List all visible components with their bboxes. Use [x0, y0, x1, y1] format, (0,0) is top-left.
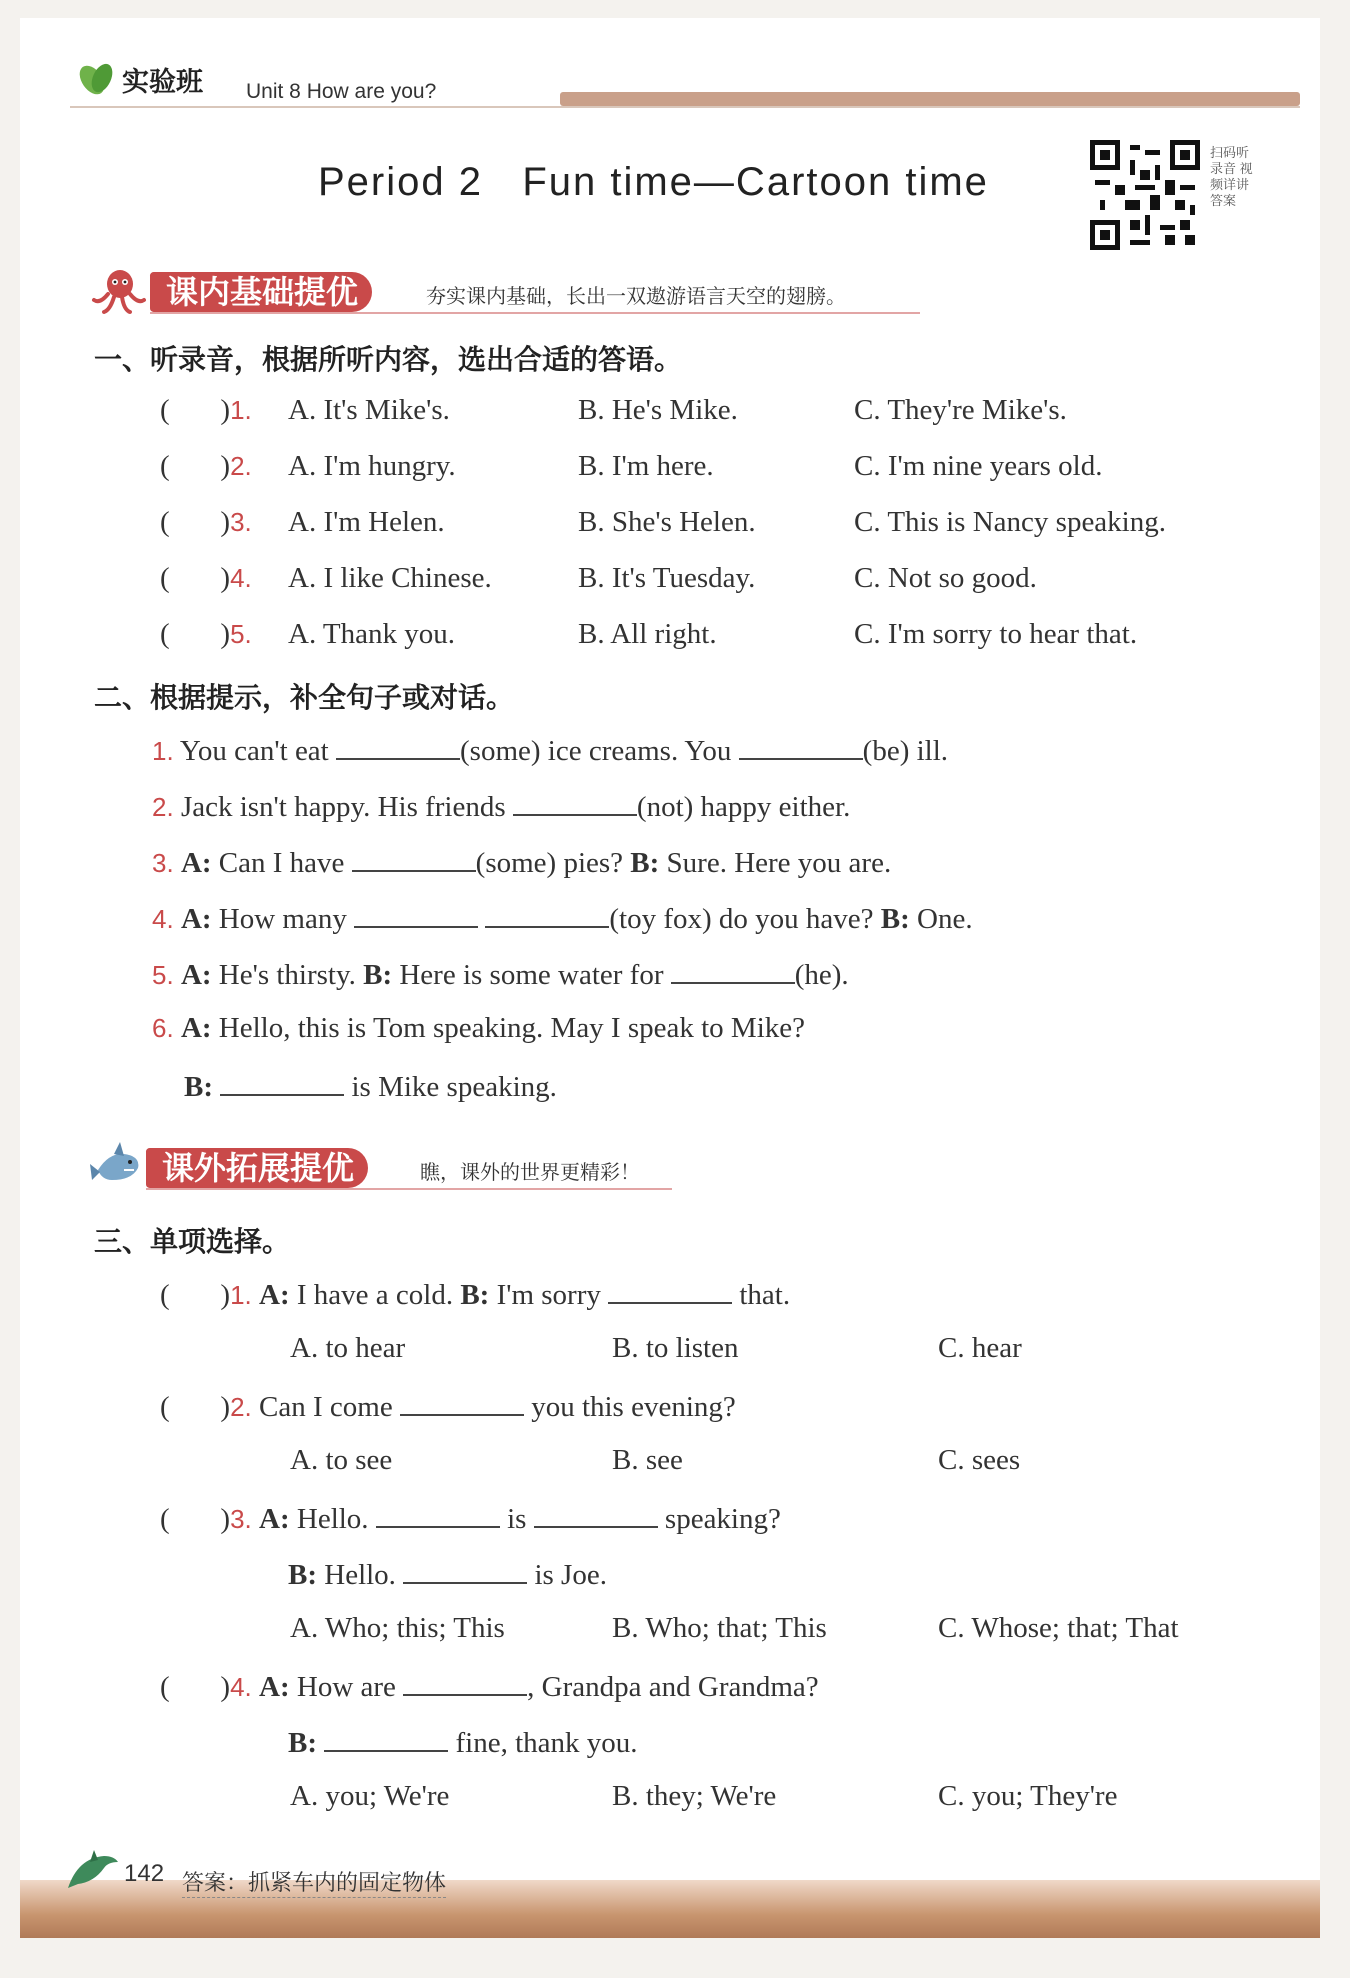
- question-2: [160, 1388, 736, 1424]
- sentence-text: is Mike speaking.: [351, 1071, 557, 1103]
- sentence-text: speaking?: [664, 1503, 781, 1535]
- speaker-a: A:: [259, 1671, 290, 1703]
- speaker-b: B:: [880, 903, 910, 935]
- option-a: A. I'm hungry.: [288, 450, 456, 482]
- answer-bracket[interactable]: ( ): [160, 394, 231, 426]
- sentence-text: Hello.: [296, 1503, 369, 1535]
- item-number: 5.: [152, 960, 174, 990]
- sentence-text: is: [507, 1503, 527, 1535]
- blank-input[interactable]: [400, 1388, 524, 1416]
- list-item: [160, 618, 252, 651]
- option-b: B. to listen: [612, 1332, 739, 1364]
- sentence-text: (some) pies?: [475, 847, 624, 879]
- blank-input[interactable]: [403, 1668, 527, 1696]
- option-b: B. He's Mike.: [578, 394, 738, 426]
- answer-bracket[interactable]: ( ): [160, 506, 231, 538]
- option-c: C. I'm nine years old.: [854, 450, 1103, 482]
- list-item: [160, 506, 252, 539]
- answer-bracket[interactable]: ( ): [160, 1279, 231, 1311]
- sentence-text: Hello, this is Tom speaking. May I speak to Mike?: [218, 1012, 806, 1044]
- blank-input[interactable]: [352, 844, 476, 872]
- unit-label: Unit 8 How are you?: [246, 80, 437, 103]
- sentence-text: Hello.: [324, 1559, 396, 1591]
- banner-underline: [146, 1188, 672, 1190]
- sentence-4: [152, 900, 973, 936]
- speaker-a: A:: [259, 1503, 290, 1535]
- option-b: B. All right.: [578, 618, 717, 650]
- item-number: 4.: [230, 563, 252, 593]
- option-b: B. She's Helen.: [578, 506, 756, 538]
- speaker-a: A:: [259, 1279, 290, 1311]
- option-a: A. Thank you.: [288, 618, 456, 650]
- sentence-text: One.: [917, 903, 973, 935]
- footer-answer: 答案：抓紧车内的固定物体: [182, 1866, 446, 1898]
- sentence-text: I'm sorry: [496, 1279, 601, 1311]
- page-number: 142: [124, 1860, 165, 1887]
- speaker-a: A:: [180, 1012, 212, 1044]
- option-c: C. They're Mike's.: [854, 394, 1067, 426]
- sentence-text: fine, thank you.: [455, 1727, 638, 1759]
- section-subtitle-outer: 瞧，课外的世界更精彩！: [420, 1162, 640, 1184]
- option-c: C. Whose; that; That: [938, 1612, 1179, 1644]
- shark-icon: [88, 1140, 144, 1196]
- option-b: B. Who; that; This: [612, 1612, 827, 1644]
- section-banner-outer: 课外拓展提优: [146, 1148, 368, 1188]
- sentence-text: He's thirsty.: [218, 959, 356, 991]
- blank-input[interactable]: [739, 732, 863, 760]
- sentence-text: You can't eat: [179, 735, 329, 767]
- speaker-a: A:: [180, 959, 212, 991]
- speaker-a: A:: [180, 903, 212, 935]
- option-a: A. you; We're: [290, 1780, 450, 1812]
- option-c: C. you; They're: [938, 1780, 1118, 1812]
- list-item: [160, 394, 252, 427]
- sentence-6: [152, 1012, 805, 1045]
- header-bar: [560, 92, 1300, 106]
- leaf-logo-icon: [76, 58, 116, 98]
- sentence-1: [152, 732, 948, 768]
- sentence-text: How are: [296, 1671, 396, 1703]
- sentence-text: Here is some water for: [399, 959, 664, 991]
- option-c: C. hear: [938, 1332, 1022, 1364]
- answer-bracket[interactable]: ( ): [160, 562, 231, 594]
- speaker-b: B:: [460, 1279, 490, 1311]
- answer-bracket[interactable]: ( ): [160, 450, 231, 482]
- part2-title: 二、根据提示，补全句子或对话。: [94, 682, 515, 713]
- question-3-reply: [288, 1556, 607, 1592]
- sentence-text: (not) happy either.: [636, 791, 851, 823]
- sentence-text: you this evening?: [531, 1391, 736, 1423]
- sentence-text: (be) ill.: [862, 735, 949, 767]
- blank-input[interactable]: [608, 1276, 732, 1304]
- octopus-icon: [90, 266, 146, 316]
- banner-underline: [150, 312, 920, 314]
- blank-input[interactable]: [534, 1500, 658, 1528]
- sentence-5: [152, 956, 849, 992]
- brand-label: 实验班: [122, 67, 203, 97]
- question-4-reply: [288, 1724, 638, 1760]
- section-banner-inner: 课内基础提优: [150, 272, 372, 312]
- sentence-text: Sure. Here you are.: [666, 847, 892, 879]
- speaker-b: B:: [184, 1071, 213, 1103]
- option-c: C. I'm sorry to hear that.: [854, 618, 1138, 650]
- option-a: A. to hear: [290, 1332, 406, 1364]
- option-b: B. see: [612, 1444, 683, 1476]
- blank-input[interactable]: [403, 1556, 527, 1584]
- option-a: A. to see: [290, 1444, 393, 1476]
- blank-input[interactable]: [220, 1068, 344, 1096]
- item-number: 3.: [230, 1504, 252, 1534]
- speaker-b: B:: [363, 959, 393, 991]
- item-number: 3.: [152, 848, 174, 878]
- sentence-text: (he).: [794, 959, 849, 991]
- option-c: C. Not so good.: [854, 562, 1037, 594]
- speaker-b: B:: [288, 1727, 317, 1759]
- option-a: A. It's Mike's.: [288, 394, 450, 426]
- item-number: 4.: [230, 1672, 252, 1702]
- dolphin-icon: [64, 1848, 120, 1892]
- list-item: [160, 562, 252, 595]
- item-number: 1.: [230, 395, 252, 425]
- header-divider: [70, 106, 1300, 108]
- sentence-text: (toy fox) do you have?: [609, 903, 874, 935]
- item-number: 6.: [152, 1013, 174, 1043]
- question-4: [160, 1668, 819, 1704]
- item-number: 2.: [230, 1392, 252, 1422]
- option-c: C. This is Nancy speaking.: [854, 506, 1166, 538]
- item-number: 2.: [230, 451, 252, 481]
- blank-input[interactable]: [336, 732, 460, 760]
- item-number: 4.: [152, 904, 174, 934]
- answer-bracket[interactable]: ( ): [160, 1391, 231, 1423]
- blank-input[interactable]: [485, 900, 609, 928]
- blank-input[interactable]: [354, 900, 478, 928]
- question-1: [160, 1276, 790, 1312]
- sentence-text: (some) ice creams. You: [460, 735, 732, 767]
- sentence-text: I have a cold.: [296, 1279, 454, 1311]
- blank-input[interactable]: [671, 956, 795, 984]
- sentence-6-reply: [184, 1068, 557, 1104]
- option-b: B. It's Tuesday.: [578, 562, 756, 594]
- part3-title: 三、单项选择。: [94, 1226, 291, 1257]
- sentence-text: , Grandpa and Grandma?: [527, 1671, 819, 1703]
- sentence-2: [152, 788, 850, 824]
- answer-bracket[interactable]: ( ): [160, 1671, 231, 1703]
- speaker-a: A:: [180, 847, 212, 879]
- speaker-b: B:: [630, 847, 660, 879]
- part1-title: 一、听录音，根据所听内容，选出合适的答语。: [94, 344, 683, 375]
- answer-bracket[interactable]: ( ): [160, 618, 231, 650]
- sentence-text: Can I have: [218, 847, 345, 879]
- option-c: C. sees: [938, 1444, 1021, 1476]
- question-3: [160, 1500, 781, 1536]
- blank-input[interactable]: [324, 1724, 448, 1752]
- item-number: 1.: [152, 736, 174, 766]
- qr-code-icon[interactable]: [1090, 140, 1220, 250]
- sentence-text: How many: [218, 903, 347, 935]
- item-number: 3.: [230, 507, 252, 537]
- blank-input[interactable]: [513, 788, 637, 816]
- option-a: A. I'm Helen.: [288, 506, 445, 538]
- sentence-text: that.: [739, 1279, 791, 1311]
- sentence-text: is Joe.: [534, 1559, 607, 1591]
- sentence-text: Can I come: [259, 1391, 393, 1423]
- qr-caption: 扫码听录音 视频详讲答案: [1210, 145, 1253, 208]
- item-number: 1.: [230, 1280, 252, 1310]
- option-a: A. Who; this; This: [290, 1612, 505, 1644]
- blank-input[interactable]: [376, 1500, 500, 1528]
- list-item: [160, 450, 252, 483]
- answer-bracket[interactable]: ( ): [160, 1503, 231, 1535]
- item-number: 2.: [152, 792, 174, 822]
- speaker-b: B:: [288, 1559, 317, 1591]
- option-a: A. I like Chinese.: [288, 562, 492, 594]
- section-subtitle-inner: 夯实课内基础，长出一双遨游语言天空的翅膀。: [426, 286, 846, 308]
- sentence-3: [152, 844, 891, 880]
- option-b: B. I'm here.: [578, 450, 714, 482]
- sentence-text: Jack isn't happy. His friends: [180, 791, 506, 823]
- option-b: B. they; We're: [612, 1780, 777, 1812]
- page-title: Period 2 Fun time—Cartoon time: [318, 160, 989, 204]
- item-number: 5.: [230, 619, 252, 649]
